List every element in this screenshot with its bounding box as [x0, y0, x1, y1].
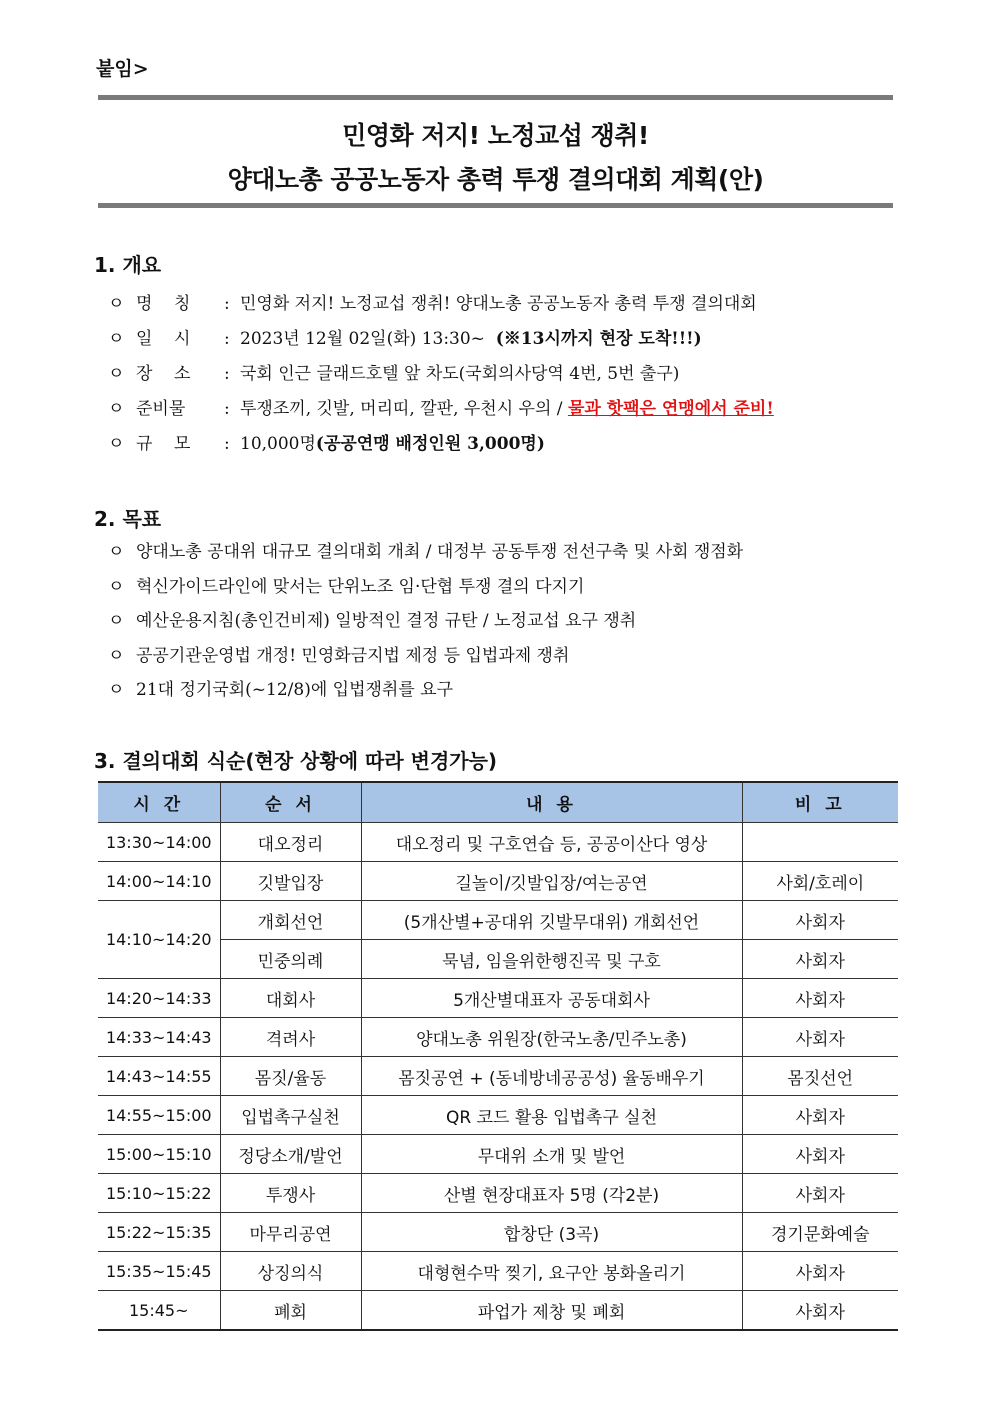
cell-time: 14:33~14:43	[98, 1018, 220, 1057]
cell-order: 대회사	[220, 979, 361, 1018]
schedule-header-row	[98, 782, 898, 823]
cell-content: 묵념, 임을위한행진곡 및 구호	[361, 940, 742, 979]
cell-content: QR 코드 활용 입법촉구 실천	[361, 1096, 742, 1135]
table-row	[98, 901, 898, 940]
cell-order: 투쟁사	[220, 1174, 361, 1213]
cell-content: 양대노총 위원장(한국노총/민주노총)	[361, 1018, 742, 1057]
section2-heading: 2. 목표	[94, 507, 162, 531]
overview-value: 투쟁조끼, 깃발, 머리띠, 깔판, 우천시 우의 /	[240, 399, 563, 419]
goal-item: ㅇ 공공기관운영법 개정! 민영화금지법 제정 등 입법과제 쟁취	[108, 641, 569, 666]
attachment-label: 붙임>	[96, 58, 149, 80]
bullet-circle: ㅇ	[108, 542, 125, 562]
header-order: 순 서	[220, 782, 361, 823]
cell-note: 경기문화예술	[742, 1213, 898, 1252]
cell-note: 몸짓선언	[742, 1057, 898, 1096]
title-rule-top	[98, 95, 893, 100]
header-note: 비 고	[742, 782, 898, 823]
cell-time: 15:00~15:10	[98, 1135, 220, 1174]
cell-content: 대오정리 및 구호연습 등, 공공이산다 영상	[361, 823, 742, 862]
cell-note: 사회자	[742, 1018, 898, 1057]
section1-heading: 1. 개요	[94, 253, 162, 277]
title-line-2: 양대노총 공공노동자 총력 투쟁 결의대회 계획(안)	[227, 165, 764, 194]
table-row	[98, 1096, 898, 1135]
arrival-notice: (※13시까지 현장 도착!!!)	[495, 329, 702, 349]
supplies-highlight: 물과 핫팩은 연맹에서 준비!	[567, 399, 774, 419]
cell-order: 마무리공연	[220, 1213, 361, 1252]
table-row	[98, 862, 898, 901]
overview-item-place: ㅇ 장 소 : 국회 인근 글래드호텔 앞 차도(국회의사당역 4번, 5번 출구)	[108, 359, 679, 384]
cell-order: 정당소개/발언	[220, 1135, 361, 1174]
overview-item-supplies: ㅇ 준비물 : 투쟁조끼, 깃발, 머리띠, 깔판, 우천시 우의 / 물과 핫팩은 연맹에서 준비!	[108, 394, 774, 419]
table-row	[98, 1018, 898, 1057]
cell-content: 5개산별대표자 공동대회사	[361, 979, 742, 1018]
cell-order: 폐회	[220, 1291, 361, 1331]
bullet-circle: ㅇ	[108, 329, 125, 349]
title-rule-bottom	[98, 203, 893, 208]
schedule-table	[98, 781, 898, 1331]
overview-value: 10,000명	[240, 434, 316, 454]
table-row	[98, 1252, 898, 1291]
cell-time: 15:10~15:22	[98, 1174, 220, 1213]
cell-note: 사회자	[742, 901, 898, 940]
bullet-circle: ㅇ	[108, 680, 125, 700]
cell-note: 사회자	[742, 1096, 898, 1135]
cell-note: 사회자	[742, 940, 898, 979]
cell-order: 입법촉구실천	[220, 1096, 361, 1135]
cell-content: 합창단 (3곡)	[361, 1213, 742, 1252]
cell-time: 14:20~14:33	[98, 979, 220, 1018]
table-row	[98, 1135, 898, 1174]
cell-time: 14:43~14:55	[98, 1057, 220, 1096]
table-row	[98, 1291, 898, 1331]
overview-label: 일 시	[136, 329, 191, 349]
cell-content: (5개산별+공대위 깃발무대위) 개회선언	[361, 901, 742, 940]
cell-content: 무대위 소개 및 발언	[361, 1135, 742, 1174]
cell-time: 14:10~14:20	[98, 901, 220, 979]
cell-time: 15:22~15:35	[98, 1213, 220, 1252]
cell-order: 몸짓/율동	[220, 1057, 361, 1096]
cell-content: 산별 현장대표자 5명 (각2분)	[361, 1174, 742, 1213]
header-time: 시 간	[98, 782, 220, 823]
cell-note	[742, 823, 898, 862]
goal-item: ㅇ 예산운용지침(총인건비제) 일방적인 결정 규탄 / 노정교섭 요구 쟁취	[108, 606, 636, 631]
overview-item-name: ㅇ 명 칭 : 민영화 저지! 노정교섭 쟁취! 양대노총 공공노동자 총력 투쟁 결의대회	[108, 289, 757, 314]
section3-heading: 3. 결의대회 식순(현장 상황에 따라 변경가능)	[94, 749, 498, 773]
overview-value: 국회 인근 글래드호텔 앞 차도(국회의사당역 4번, 5번 출구)	[240, 364, 680, 384]
cell-note: 사회자	[742, 1252, 898, 1291]
goal-item: ㅇ 21대 정기국회(~12/8)에 입법쟁취를 요구	[108, 675, 453, 700]
scale-emphasis: (공공연맹 배정인원 3,000명)	[315, 434, 545, 454]
cell-time: 14:00~14:10	[98, 862, 220, 901]
overview-value: 2023년 12월 02일(화) 13:30~	[240, 329, 485, 349]
bullet-circle: ㅇ	[108, 434, 125, 454]
cell-time: 15:35~15:45	[98, 1252, 220, 1291]
cell-note: 사회자	[742, 1135, 898, 1174]
cell-order: 상징의식	[220, 1252, 361, 1291]
bullet-circle: ㅇ	[108, 294, 125, 314]
overview-label: 장 소	[136, 364, 191, 384]
table-row	[98, 1213, 898, 1252]
goal-item: ㅇ 혁신가이드라인에 맞서는 단위노조 임·단협 투쟁 결의 다지기	[108, 572, 584, 597]
overview-label: 명 칭	[136, 294, 191, 314]
bullet-circle: ㅇ	[108, 646, 125, 666]
cell-order: 격려사	[220, 1018, 361, 1057]
overview-item-datetime: ㅇ 일 시 : 2023년 12월 02일(화) 13:30~ (※13시까지 현장 도착!!!)	[108, 324, 702, 349]
bullet-circle: ㅇ	[108, 577, 125, 597]
cell-note: 사회자	[742, 1174, 898, 1213]
title-line-1: 민영화 저지! 노정교섭 쟁취!	[342, 121, 649, 150]
cell-order: 깃발입장	[220, 862, 361, 901]
cell-content: 대형현수막 찢기, 요구안 봉화올리기	[361, 1252, 742, 1291]
goal-item: ㅇ 양대노총 공대위 대규모 결의대회 개최 / 대정부 공동투쟁 전선구축 및 사회 쟁점화	[108, 537, 743, 562]
table-row	[98, 1174, 898, 1213]
header-content: 내 용	[361, 782, 742, 823]
cell-order: 민중의례	[220, 940, 361, 979]
table-row	[98, 1057, 898, 1096]
overview-item-scale: ㅇ 규 모 : 10,000명(공공연맹 배정인원 3,000명)	[108, 429, 545, 454]
bullet-circle: ㅇ	[108, 364, 125, 384]
cell-content: 파업가 제창 및 폐회	[361, 1291, 742, 1331]
overview-value: 민영화 저지! 노정교섭 쟁취! 양대노총 공공노동자 총력 투쟁 결의대회	[240, 294, 757, 314]
cell-time: 15:45~	[98, 1291, 220, 1331]
bullet-circle: ㅇ	[108, 399, 125, 419]
cell-order: 개회선언	[220, 901, 361, 940]
cell-content: 몸짓공연 + (동네방네공공성) 율동배우기	[361, 1057, 742, 1096]
cell-content: 길놀이/깃발입장/여는공연	[361, 862, 742, 901]
overview-label: 규 모	[136, 434, 191, 454]
bullet-circle: ㅇ	[108, 611, 125, 631]
table-row	[98, 823, 898, 862]
overview-label: 준비물	[136, 399, 186, 419]
cell-time: 13:30~14:00	[98, 823, 220, 862]
cell-order: 대오정리	[220, 823, 361, 862]
cell-time: 14:55~15:00	[98, 1096, 220, 1135]
cell-note: 사회자	[742, 1291, 898, 1331]
cell-note: 사회자	[742, 979, 898, 1018]
table-row	[98, 979, 898, 1018]
cell-note: 사회/호레이	[742, 862, 898, 901]
